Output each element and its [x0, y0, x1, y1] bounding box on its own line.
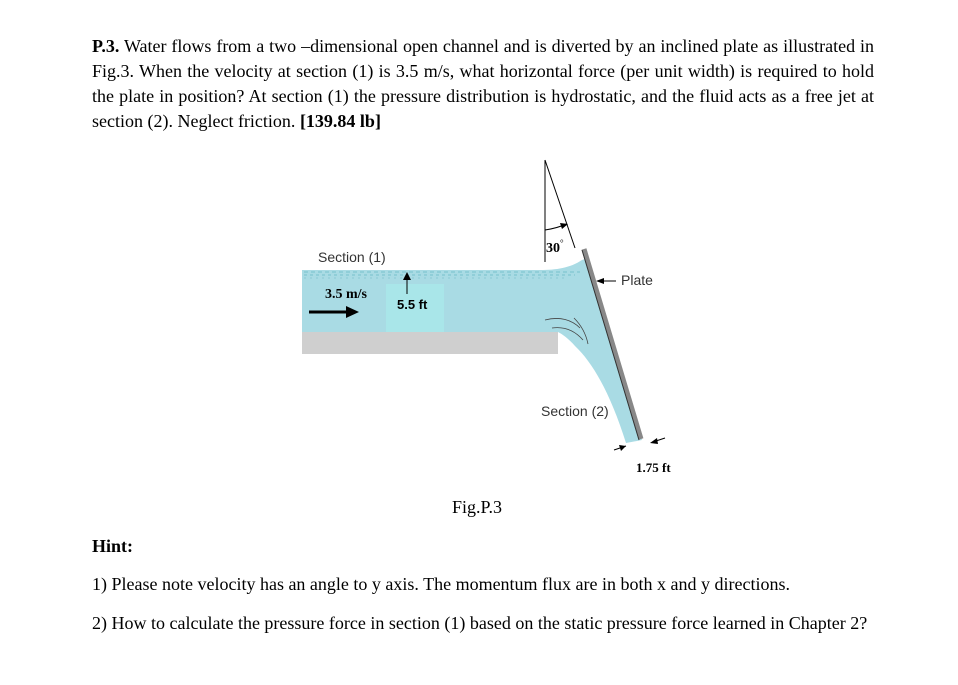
problem-text: Water flows from a two –dimensional open channel and is diverted by an inclined plate as illustrated in Fig.3. When the velocity at section (1) is 3.5 m/s, what horizontal force (per unit width) is required to hold the plate in position? At section (1) the pressure distribution is hydrostatic, and the fluid acts as a free jet at section (2). Neglect friction.: [92, 36, 874, 131]
channel-floor: [302, 332, 558, 354]
section1-label: Section (1): [318, 249, 386, 265]
velocity-label: 3.5 m/s: [325, 287, 367, 302]
section2-label: Section (2): [541, 403, 609, 419]
figure-caption: Fig.P.3: [452, 497, 503, 517]
answer: [139.84 lb]: [299, 111, 381, 131]
width-head-left: [619, 445, 626, 451]
depth-label: 5.5 ft: [397, 297, 428, 312]
hint-title: Hint:: [92, 536, 134, 556]
hint-item-1: 1) Please note velocity has an angle to y axis. The momentum flux are in both x and y directions.: [92, 574, 791, 594]
plate-label: Plate: [621, 272, 653, 288]
hint-item-2: 2) How to calculate the pressure force in section (1) based on the static pressure force learned in Chapter 2?: [92, 613, 868, 633]
plate-leader-head: [596, 278, 604, 284]
angle-incline: [545, 160, 575, 248]
width-label: 1.75 ft: [636, 460, 671, 475]
width-head-right: [650, 438, 658, 444]
angle-label: 30°: [546, 238, 564, 256]
angle-arc-head: [560, 223, 568, 229]
problem-label: P.3.: [92, 36, 120, 56]
